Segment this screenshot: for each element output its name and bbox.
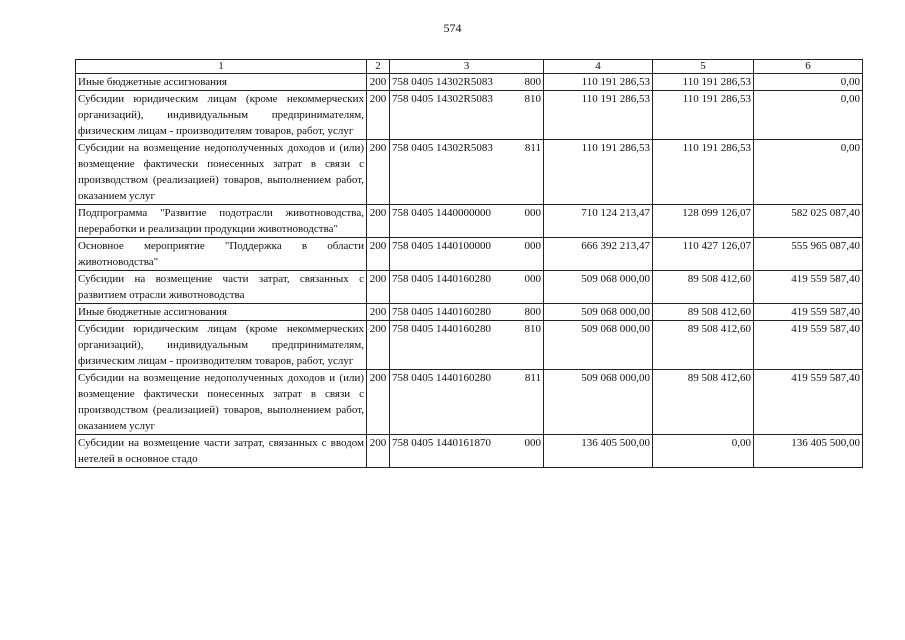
row-classification-cell bbox=[390, 304, 544, 321]
row-amount-5: 89 508 412,60 bbox=[653, 321, 754, 370]
row-amount-6: 419 559 587,40 bbox=[754, 370, 863, 435]
row-amount-6: 0,00 bbox=[754, 91, 863, 140]
table-row bbox=[76, 321, 863, 370]
table-row bbox=[76, 271, 863, 304]
table-row bbox=[76, 370, 863, 435]
row-classification-code: 758 0405 1440160280 bbox=[392, 273, 491, 285]
row-amount-5: 0,00 bbox=[653, 435, 754, 468]
row-classification-code: 758 0405 14302R5083 bbox=[392, 76, 493, 88]
row-classification-code: 758 0405 1440000000 bbox=[392, 207, 491, 219]
row-amount-6: 582 025 087,40 bbox=[754, 205, 863, 238]
row-amount-5: 89 508 412,60 bbox=[653, 370, 754, 435]
row-classification-cell bbox=[390, 91, 544, 140]
row-classification-cell bbox=[390, 370, 544, 435]
row-description: Субсидии юридическим лицам (кроме некоммерческих организаций), индивидуальным предпринимателям, физическим лицам - производителям товаров, работ, услуг bbox=[76, 91, 367, 140]
row-amount-4: 666 392 213,47 bbox=[544, 238, 653, 271]
row-amount-4: 110 191 286,53 bbox=[544, 140, 653, 205]
row-amount-5: 110 191 286,53 bbox=[653, 74, 754, 91]
row-classification-cell bbox=[390, 271, 544, 304]
row-classification-cell bbox=[390, 205, 544, 238]
row-code-2: 200 bbox=[367, 271, 390, 304]
table-header-row bbox=[76, 60, 863, 74]
budget-table bbox=[75, 59, 863, 468]
row-code-2: 200 bbox=[367, 140, 390, 205]
table-row bbox=[76, 435, 863, 468]
row-amount-5: 110 191 286,53 bbox=[653, 91, 754, 140]
row-amount-4: 509 068 000,00 bbox=[544, 304, 653, 321]
row-amount-6: 0,00 bbox=[754, 140, 863, 205]
row-classification-code: 758 0405 1440161870 bbox=[392, 437, 491, 449]
row-classification-cell bbox=[390, 74, 544, 91]
row-expense-type: 000 bbox=[524, 207, 541, 219]
row-classification-cell bbox=[390, 321, 544, 370]
row-description: Субсидии на возмещение недополученных доходов и (или) возмещение фактически понесенных затрат в связи с производством (реализацией) товаров, выполнением работ, оказанием услуг bbox=[76, 370, 367, 435]
row-amount-5: 89 508 412,60 bbox=[653, 304, 754, 321]
row-expense-type: 000 bbox=[524, 273, 541, 285]
row-code-2: 200 bbox=[367, 321, 390, 370]
row-amount-4: 509 068 000,00 bbox=[544, 271, 653, 304]
row-description: Субсидии на возмещение части затрат, связанных с развитием отрасли животноводства bbox=[76, 271, 367, 304]
row-amount-6: 136 405 500,00 bbox=[754, 435, 863, 468]
row-code-2: 200 bbox=[367, 304, 390, 321]
row-classification-code: 758 0405 14302R5083 bbox=[392, 93, 493, 105]
row-code-2: 200 bbox=[367, 238, 390, 271]
row-code-2: 200 bbox=[367, 205, 390, 238]
row-amount-6: 419 559 587,40 bbox=[754, 271, 863, 304]
header-cell: 6 bbox=[754, 60, 863, 74]
row-classification-code: 758 0405 1440100000 bbox=[392, 240, 491, 252]
header-cell: 1 bbox=[76, 60, 367, 74]
row-amount-5: 110 427 126,07 bbox=[653, 238, 754, 271]
table-row bbox=[76, 304, 863, 321]
row-amount-4: 509 068 000,00 bbox=[544, 370, 653, 435]
row-expense-type: 811 bbox=[524, 372, 541, 384]
row-code-2: 200 bbox=[367, 370, 390, 435]
row-classification-cell bbox=[390, 140, 544, 205]
row-expense-type: 810 bbox=[524, 323, 541, 335]
row-amount-5: 89 508 412,60 bbox=[653, 271, 754, 304]
row-classification-cell bbox=[390, 238, 544, 271]
header-cell: 3 bbox=[390, 60, 544, 74]
row-code-2: 200 bbox=[367, 91, 390, 140]
row-description: Иные бюджетные ассигнования bbox=[76, 304, 367, 321]
row-description: Иные бюджетные ассигнования bbox=[76, 74, 367, 91]
row-description: Субсидии на возмещение недополученных доходов и (или) возмещение фактически понесенных затрат в связи с производством (реализацией) товаров, выполнением работ, оказанием услуг bbox=[76, 140, 367, 205]
row-description: Субсидии юридическим лицам (кроме некоммерческих организаций), индивидуальным предпринимателям, физическим лицам - производителям товаров, работ, услуг bbox=[76, 321, 367, 370]
table-row bbox=[76, 140, 863, 205]
table-row bbox=[76, 91, 863, 140]
row-amount-4: 136 405 500,00 bbox=[544, 435, 653, 468]
row-classification-code: 758 0405 1440160280 bbox=[392, 372, 491, 384]
table-row bbox=[76, 238, 863, 271]
row-description: Субсидии на возмещение части затрат, связанных с вводом нетелей в основное стадо bbox=[76, 435, 367, 468]
row-classification-cell bbox=[390, 435, 544, 468]
row-amount-5: 110 191 286,53 bbox=[653, 140, 754, 205]
row-classification-code: 758 0405 1440160280 bbox=[392, 306, 491, 318]
row-classification-code: 758 0405 14302R5083 bbox=[392, 142, 493, 154]
row-amount-6: 419 559 587,40 bbox=[754, 321, 863, 370]
row-amount-4: 110 191 286,53 bbox=[544, 74, 653, 91]
row-amount-6: 419 559 587,40 bbox=[754, 304, 863, 321]
row-description: Основное мероприятие "Поддержка в области животноводства" bbox=[76, 238, 367, 271]
row-amount-4: 110 191 286,53 bbox=[544, 91, 653, 140]
row-expense-type: 000 bbox=[524, 437, 541, 449]
row-expense-type: 811 bbox=[524, 142, 541, 154]
row-code-2: 200 bbox=[367, 435, 390, 468]
row-expense-type: 810 bbox=[524, 93, 541, 105]
row-amount-4: 710 124 213,47 bbox=[544, 205, 653, 238]
row-expense-type: 000 bbox=[524, 240, 541, 252]
row-classification-code: 758 0405 1440160280 bbox=[392, 323, 491, 335]
row-amount-6: 555 965 087,40 bbox=[754, 238, 863, 271]
row-amount-4: 509 068 000,00 bbox=[544, 321, 653, 370]
row-code-2: 200 bbox=[367, 74, 390, 91]
row-description: Подпрограмма "Развитие подотрасли животноводства, переработки и реализации продукции животноводства" bbox=[76, 205, 367, 238]
table-row bbox=[76, 74, 863, 91]
row-expense-type: 800 bbox=[524, 306, 541, 318]
page-number: 574 bbox=[443, 21, 462, 35]
table-row bbox=[76, 205, 863, 238]
header-cell: 2 bbox=[367, 60, 390, 74]
row-expense-type: 800 bbox=[524, 76, 541, 88]
header-cell: 5 bbox=[653, 60, 754, 74]
header-cell: 4 bbox=[544, 60, 653, 74]
row-amount-6: 0,00 bbox=[754, 74, 863, 91]
row-amount-5: 128 099 126,07 bbox=[653, 205, 754, 238]
